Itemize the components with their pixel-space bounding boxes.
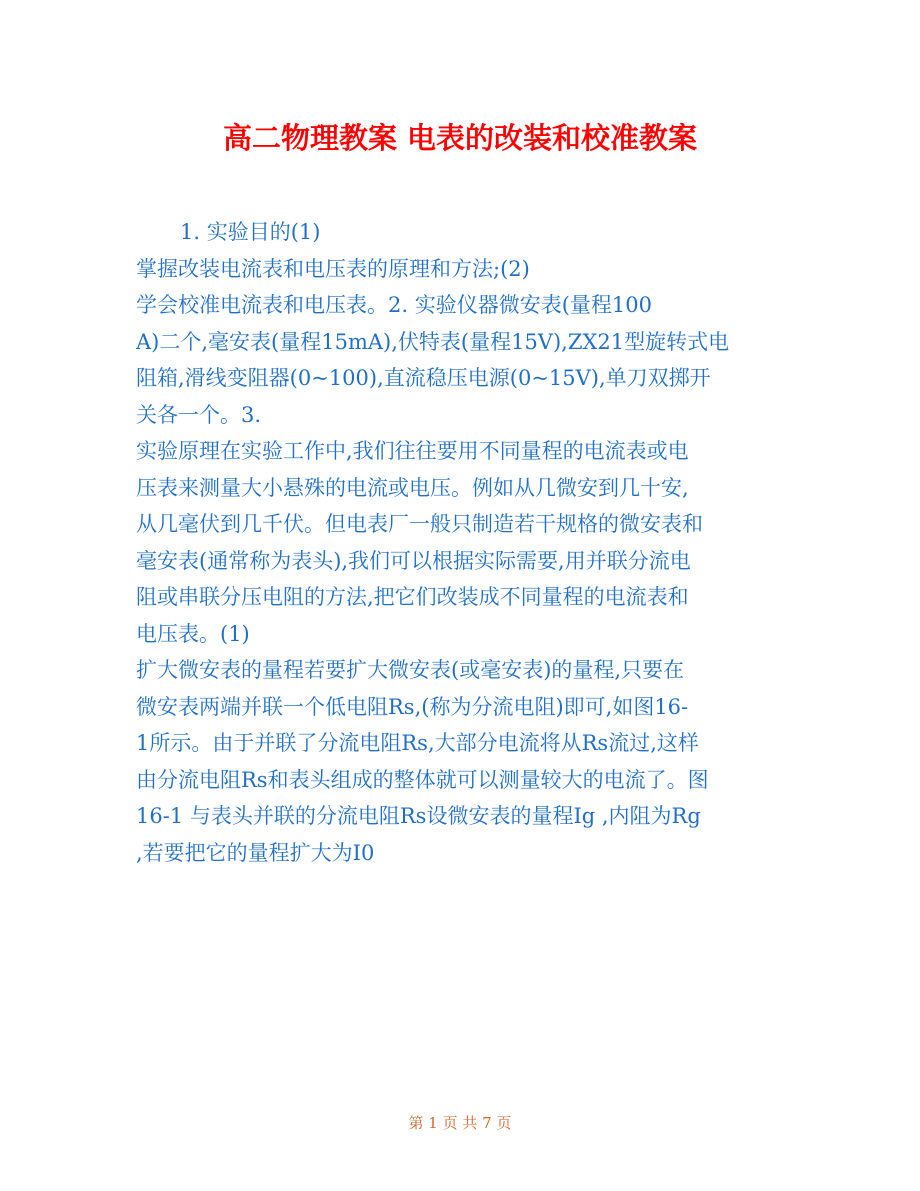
page-footer: 第 1 页 共 7 页 <box>408 1114 512 1132</box>
text-line: 从几毫伏到几千伏。但电表厂一般只制造若干规格的微安表和 <box>136 512 703 536</box>
text-line: 压表来测量大小悬殊的电流或电压。例如从几微安到几十安, <box>136 475 689 500</box>
text-line: 电压表。(1) <box>136 621 250 646</box>
text-line: ,若要把它的量程扩大为I0 <box>136 840 375 865</box>
text-line: 学会校准电流表和电压表。2. 实验仪器微安表(量程100 <box>136 293 652 317</box>
text-line: A)二个,毫安表(量程15mA),伏特表(量程15V),ZX21型旋转式电 <box>136 329 730 354</box>
text-line: 由分流电阻Rs和表头组成的整体就可以测量较大的电流了。图 <box>136 767 709 792</box>
text-line: 扩大微安表的量程若要扩大微安表(或毫安表)的量程,只要在 <box>136 658 685 682</box>
text-line: 阻或串联分压电阻的方法,把它们改装成不同量程的电流表和 <box>136 585 689 609</box>
text-line: 关各一个。3. <box>136 402 262 427</box>
text-line: 1所示。由于并联了分流电阻Rs,大部分电流将从Rs流过,这样 <box>136 731 699 755</box>
body-text <box>136 214 796 871</box>
text-line: 阻箱,滑线变阻器(0~100),直流稳压电源(0~15V),单刀双掷开 <box>136 366 711 390</box>
text-line: 1. 实验目的(1) <box>180 220 321 244</box>
page-title: 高二物理教案 电表的改装和校准教案 <box>222 121 698 155</box>
text-line: 掌握改装电流表和电压表的原理和方法;(2) <box>136 256 530 281</box>
text-line: 实验原理在实验工作中,我们往往要用不同量程的电流表或电 <box>136 439 689 463</box>
text-line: 毫安表(通常称为表头),我们可以根据实际需要,用并联分流电 <box>136 548 691 573</box>
text-line: 16-1 与表头并联的分流电阻Rs设微安表的量程Ig ,内阻为Rg <box>136 804 701 828</box>
text-line: 微安表两端并联一个低电阻Rs,(称为分流电阻)即可,如图16- <box>136 694 689 719</box>
